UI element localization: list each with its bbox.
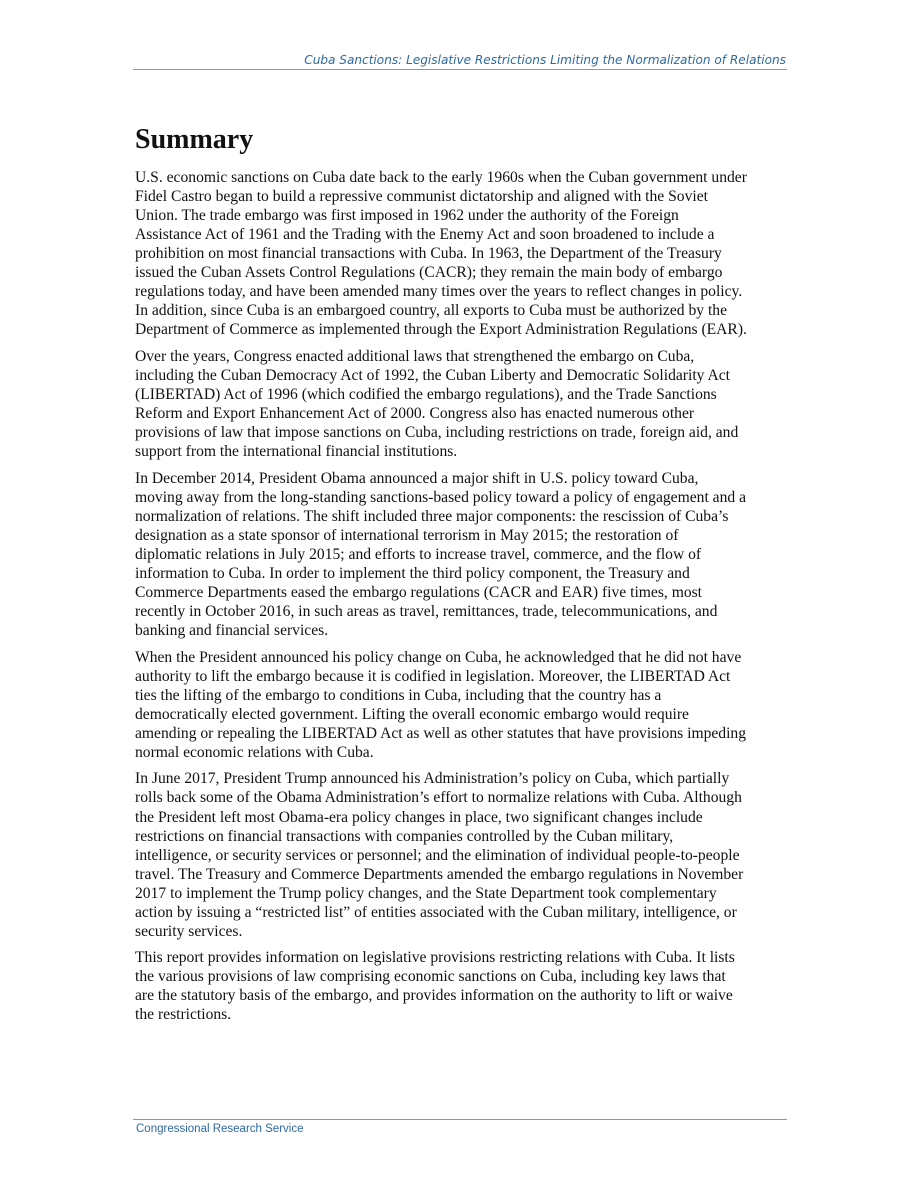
paragraph-line: authority to lift the embargo because it is codified in legislation. Moreover, the LIBERTAD Act (135, 667, 731, 685)
paragraph-line: Department of Commerce as implemented through the Export Administration Regulations (EAR). (135, 321, 747, 339)
paragraph-line: Union. The trade embargo was first imposed in 1962 under the authority of the Foreign (135, 207, 679, 225)
paragraph-line: recently in October 2016, in such areas as travel, remittances, trade, telecommunications, and (135, 603, 718, 621)
section-title: Summary (135, 124, 254, 155)
paragraph-line: provisions of law that impose sanctions on Cuba, including restrictions on trade, foreign aid, and (135, 424, 739, 442)
paragraph-line: travel. The Treasury and Commerce Departments amended the embargo regulations in November (135, 865, 744, 883)
paragraph-line: democratically elected government. Lifting the overall economic embargo would require (135, 705, 689, 723)
paragraph-line: rolls back some of the Obama Administration’s effort to normalize relations with Cuba. Although (135, 789, 742, 807)
paragraph-line: intelligence, or security services or personnel; and the elimination of individual people-to-people (135, 846, 740, 864)
paragraph-line: diplomatic relations in July 2015; and efforts to increase travel, commerce, and the flow of (135, 545, 702, 563)
summary-paragraph (135, 648, 789, 762)
paragraph-line: ties the lifting of the embargo to conditions in Cuba, including that the country has a (135, 686, 662, 704)
paragraph-line: action by issuing a “restricted list” of entities associated with the Cuban military, intelligence, or (135, 903, 737, 921)
header-divider (133, 69, 787, 70)
paragraph-line: 2017 to implement the Trump policy changes, and the State Department took complementary (135, 884, 717, 902)
paragraph-line: normal economic relations with Cuba. (135, 743, 374, 761)
paragraph-line: regulations today, and have been amended many times over the years to reflect changes in policy. (135, 283, 743, 301)
paragraph-line: U.S. economic sanctions on Cuba date back to the early 1960s when the Cuban government under (135, 169, 747, 186)
paragraph-line: In June 2017, President Trump announced his Administration’s policy on Cuba, which partially (135, 770, 730, 788)
running-header-title: Cuba Sanctions: Legislative Restrictions Limiting the Normalization of Relations (304, 53, 786, 67)
paragraph-line: issued the Cuban Assets Control Regulations (CACR); they remain the main body of embargo (135, 264, 723, 282)
paragraph-line: support from the international financial institutions. (135, 443, 458, 461)
footer-divider (133, 1119, 787, 1120)
paragraph-line: prohibition on most financial transactions with Cuba. In 1963, the Department of the Treasury (135, 245, 722, 263)
paragraph-line: the various provisions of law comprising economic sanctions on Cuba, including key laws that (135, 968, 726, 986)
paragraph-line: In addition, since Cuba is an embargoed country, all exports to Cuba must be authorized by the (135, 302, 727, 320)
paragraph-line: the restrictions. (135, 1006, 232, 1024)
paragraph-line: When the President announced his policy change on Cuba, he acknowledged that he did not have (135, 648, 742, 666)
paragraph-line: normalization of relations. The shift included three major components: the rescission of Cuba’s (135, 507, 729, 525)
summary-paragraph (135, 469, 789, 640)
paragraph-line: are the statutory basis of the embargo, and provides information on the authority to lift or waive (135, 987, 733, 1005)
footer-source: Congressional Research Service (136, 1123, 304, 1135)
paragraph-line: Commerce Departments eased the embargo regulations (CACR and EAR) five times, most (135, 583, 703, 601)
summary-body (135, 168, 789, 1032)
summary-paragraph (135, 769, 789, 940)
paragraph-line: including the Cuban Democracy Act of 1992, the Cuban Liberty and Democratic Solidarity Act (135, 366, 731, 384)
paragraph-line: designation as a state sponsor of international terrorism in May 2015; the restoration of (135, 526, 679, 544)
summary-paragraph (135, 948, 789, 1024)
paragraph-line: banking and financial services. (135, 622, 329, 640)
paragraph-line: (LIBERTAD) Act of 1996 (which codified the embargo regulations), and the Trade Sanctions (135, 386, 717, 404)
paragraph-line: Fidel Castro began to build a repressive communist dictatorship and aligned with the Soviet (135, 188, 708, 206)
paragraph-line: the President left most Obama-era policy changes in place, two significant changes include (135, 808, 703, 826)
paragraph-line: Reform and Export Enhancement Act of 2000. Congress also has enacted numerous other (135, 405, 695, 423)
paragraph-line: In December 2014, President Obama announced a major shift in U.S. policy toward Cuba, (135, 469, 699, 487)
summary-paragraph (135, 168, 789, 339)
paragraph-line: This report provides information on legislative provisions restricting relations with Cuba. It lists (135, 949, 735, 967)
paragraph-line: amending or repealing the LIBERTAD Act as well as other statutes that have provisions impeding (135, 724, 747, 742)
paragraph-line: Assistance Act of 1961 and the Trading with the Enemy Act and soon broadened to include a (135, 226, 715, 244)
paragraph-line: moving away from the long-standing sanctions-based policy toward a policy of engagement and a (135, 488, 747, 506)
paragraph-line: Over the years, Congress enacted additional laws that strengthened the embargo on Cuba, (135, 347, 695, 365)
paragraph-line: information to Cuba. In order to implement the third policy component, the Treasury and (135, 564, 690, 582)
summary-paragraph (135, 347, 789, 461)
paragraph-line: security services. (135, 922, 243, 940)
paragraph-line: restrictions on financial transactions with companies controlled by the Cuban military, (135, 827, 674, 845)
